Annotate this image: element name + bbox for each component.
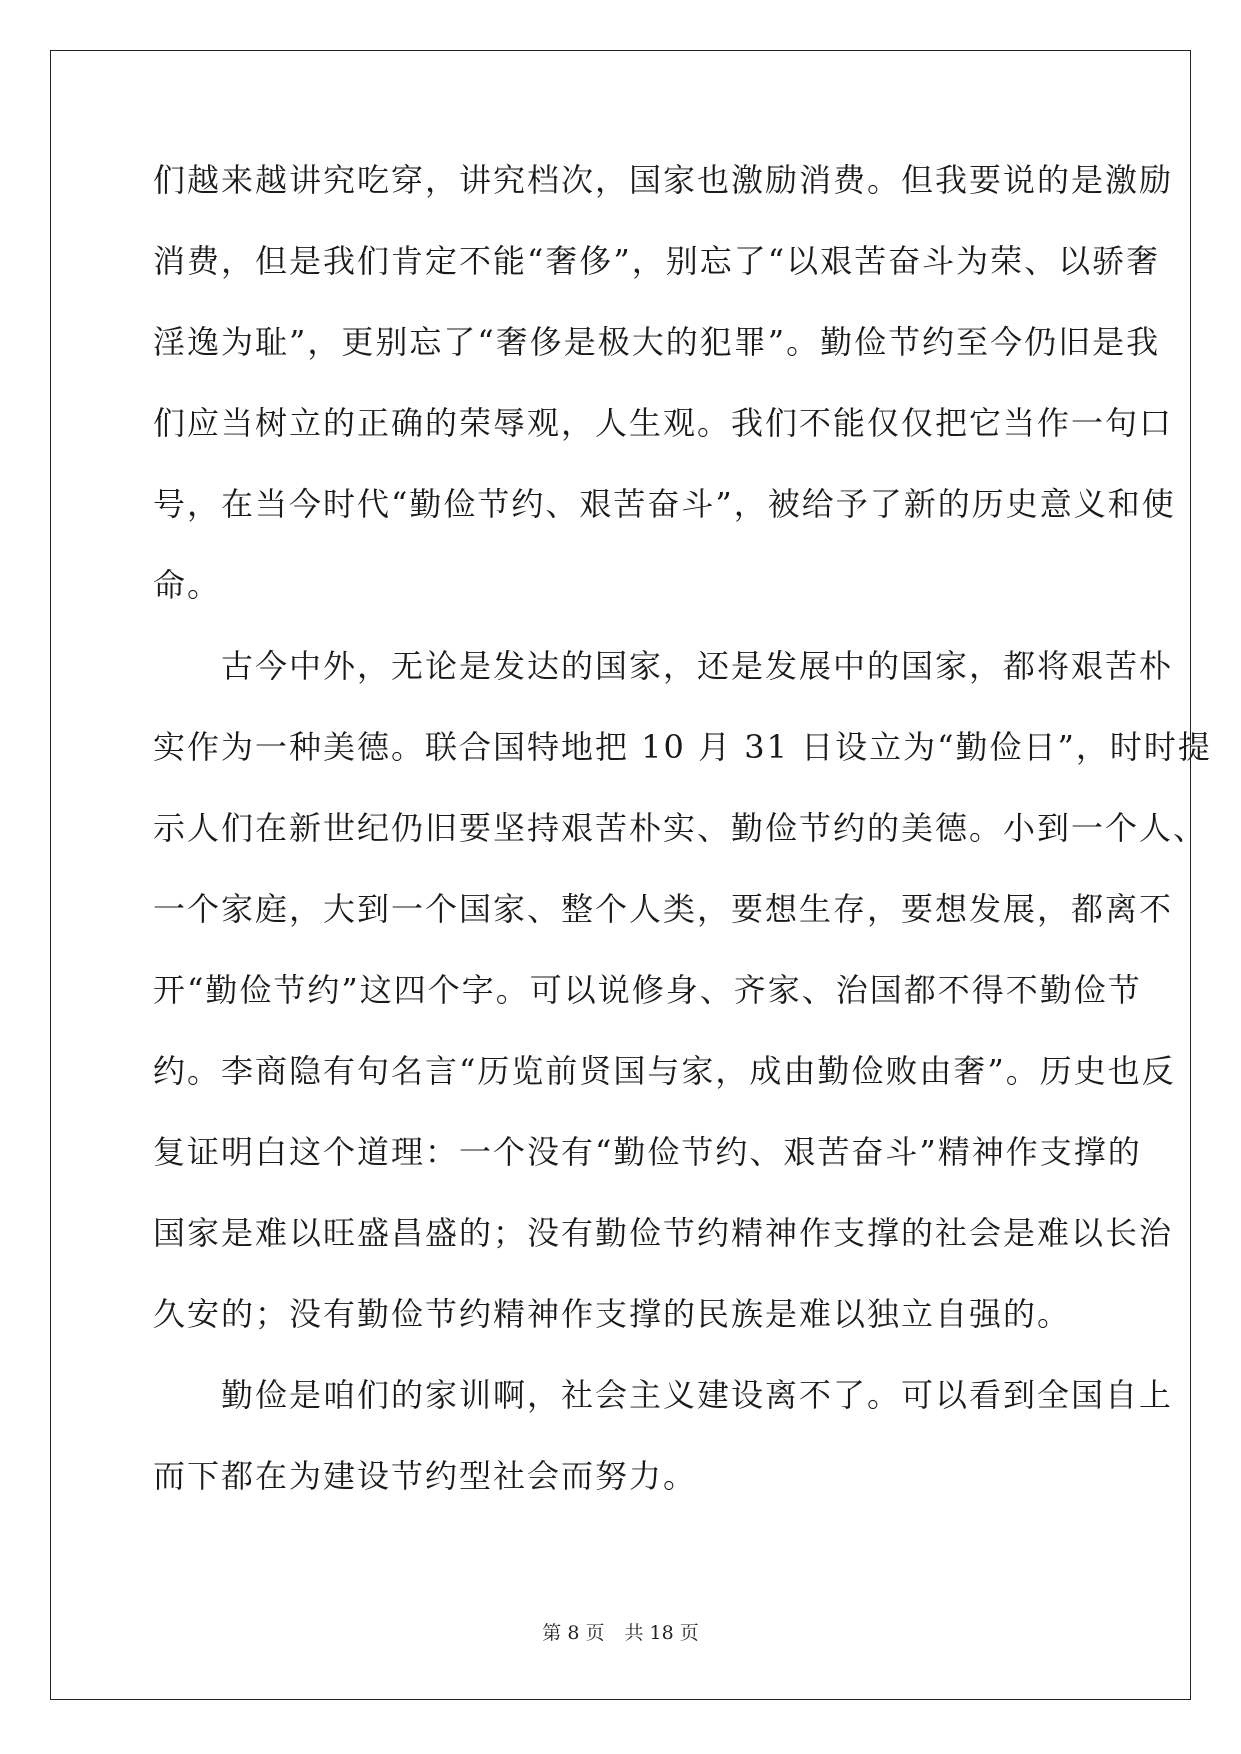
page-number: 第 8 页 [542, 1622, 605, 1644]
paragraph-3 [153, 1375, 1174, 1537]
text-line: 勤俭是咱们的家训啊，社会主义建设离不了。可以看到全国自上 [153, 1376, 1174, 1414]
text-line: 复证明白这个道理：一个没有“勤俭节约、艰苦奋斗”精神作支撑的 [153, 1133, 1142, 1171]
text-line: 示人们在新世纪仍旧要坚持艰苦朴实、勤俭节约的美德。小到一个人、 [153, 809, 1208, 847]
document-body [153, 160, 1212, 1537]
text-line: 号，在当今时代“勤俭节约、艰苦奋斗”，被给予了新的历史意义和使 [153, 485, 1176, 523]
text-line: 国家是难以旺盛昌盛的；没有勤俭节约精神作支撑的社会是难以长治 [153, 1214, 1174, 1252]
page-footer [0, 1618, 1241, 1645]
text-line: 开“勤俭节约”这四个字。可以说修身、齐家、治国都不得不勤俭节 [153, 971, 1142, 1009]
text-line: 而下都在为建设节约型社会而努力。 [153, 1457, 698, 1495]
text-line: 实作为一种美德。联合国特地把 10 月 31 日设立为“勤俭日”，时时提 [153, 728, 1212, 766]
text-line: 命。 [153, 566, 222, 604]
paragraph-1 [153, 160, 1176, 646]
text-line: 古今中外，无论是发达的国家，还是发展中的国家，都将艰苦朴 [153, 647, 1174, 685]
text-line: 久安的；没有勤俭节约精神作支撑的民族是难以独立自强的。 [153, 1295, 1072, 1333]
text-line: 一个家庭，大到一个国家、整个人类，要想生存，要想发展，都离不 [153, 890, 1174, 928]
text-line: 淫逸为耻”，更别忘了“奢侈是极大的犯罪”。勤俭节约至今仍旧是我 [153, 323, 1161, 361]
page-total: 共 18 页 [624, 1622, 699, 1644]
text-line: 们应当树立的正确的荣辱观，人生观。我们不能仅仅把它当作一句口 [153, 404, 1174, 442]
text-line: 消费，但是我们肯定不能“奢侈”，别忘了“以艰苦奋斗为荣、以骄奢 [153, 242, 1161, 280]
text-line: 们越来越讲究吃穿，讲究档次，国家也激励消费。但我要说的是激励 [153, 161, 1174, 199]
text-line: 约。李商隐有句名言“历览前贤国与家，成由勤俭败由奢”。历史也反 [153, 1052, 1176, 1090]
paragraph-2 [153, 646, 1212, 1375]
